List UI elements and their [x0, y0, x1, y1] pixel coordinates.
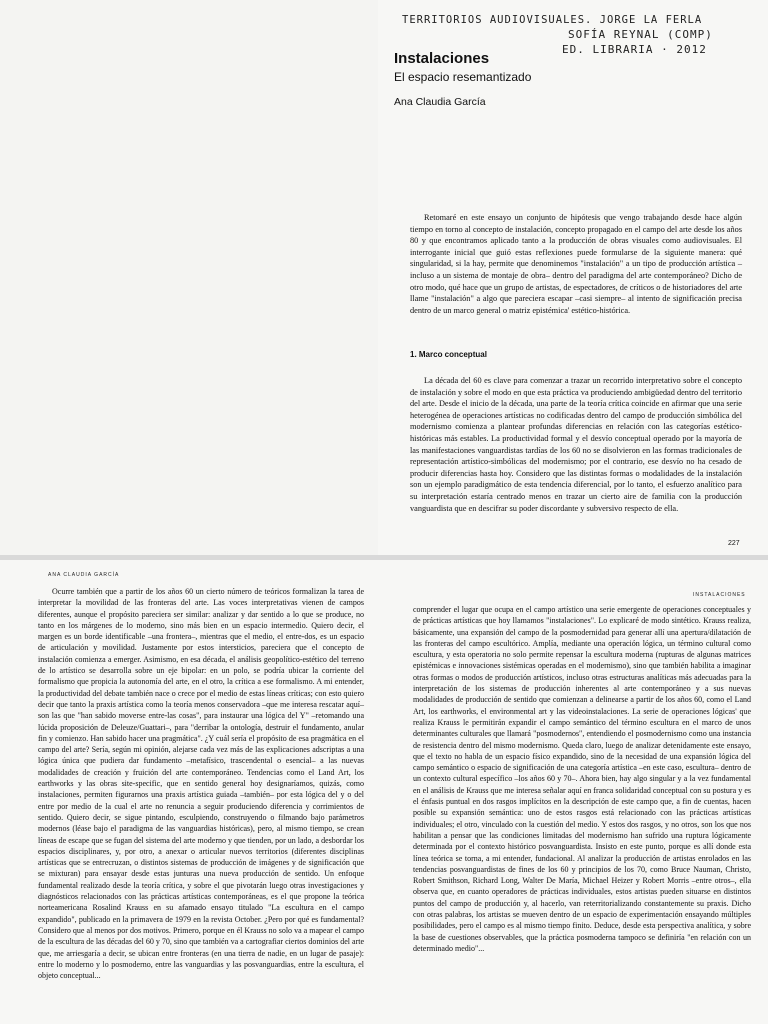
blank-page-left — [0, 0, 378, 555]
handwritten-note-line2: SOFÍA REYNAL (COMP) — [568, 28, 713, 41]
running-head-left: ANA CLAUDIA GARCÍA — [48, 572, 120, 578]
handwritten-note-line3: ED. LIBRARIA · 2012 — [562, 43, 707, 56]
chapter-subtitle: El espacio resemantizado — [394, 70, 532, 84]
chapter-title: Instalaciones — [394, 50, 490, 67]
right-text-page — [395, 560, 768, 1024]
section-heading: 1. Marco conceptual — [410, 350, 487, 359]
right-page-text: comprender el lugar que ocupa en el campo artístico una serie emergente de operaciones conceptuales y de prácticas artísticas que hoy llamamos "instalaciones". Lo explicaré de modo sintético. Krauss realiza, básicamente, una expansión del campo de la posmodernidad para generar allí una apertura/dilatación de las fronteras del campo escultórico. Amplía, mediante una operación lógica, un término cultural como escultura, y esta operatoria no solo permite repensar la escultura moderna (rupturas de algunas matrices epistémicas e innovaciones sistémicas operadas en el modernismo), sino que también habilita a imaginar otras formas o modos de producción artísticos, incluso otras estructuras analíticas más adecuadas para la interpretación de los sistemas de producción inherentes al arte contemporáneo y a sus nuevas modalidades de producción de sentido que comienzan a delinearse a partir de los años 60, como el Land Art, los earthworks, el environmental art y las videoinstalaciones. La serie de operaciones lógicas' que realiza Krauss le permitirán expandir el campo semántico del término escultura en el marco de unos determinantes culturales que llamará "posmodernos", entendiendo el posmodernismo como una instancia de resistencia dentro del mismo modernismo. Queda claro, luego de analizar detenidamente este ensayo, que el texto no habla de un espacio físico expandido, sino de la necesidad de una expansión lógica del campo semántico o espacio de significación de una categoría artística –en este caso, escultura– dentro de un contexto cultural específico –los años 60 y 70–. Ahora bien, hay algo singular y a la vez fundamental en el análisis de Krauss que me interesa señalar aquí en franca solidaridad conceptual con su postura y es el énfasis puntual en dos rasgos implícitos en la descripción de este campo que, a fin de cuentas, hacen posible su expansión semántica: uno de estos rasgos está relacionado con las prácticas artísticas individuales; el otro, vinculado con la cuestión del medio. Y estos dos rasgos, y no otros, son los que nos habilitan a pensar que las condiciones limitadas del modernismo han sufrido una ruptura lógicamente determinada por el contexto histórico posvanguardista. Insisto en este punto, porque es allí donde esta línea teórica se torna, a mi entender, fundacional. Al analizar la producción de artistas enrolados en las tendencias posvanguardistas de fines de los 60 y principios de los 70, como Bruce Nauman, Christo, Robert Smithson, Richard Long, Walter De María, Michael Heizer y Robert Morris –entre otros–, ella observa que, en cuanto operadores de prácticas individuales, estos artistas pueden situarse en distintos puntos del campo de producción y, al hacerlo, van reterritorializando constantemente su praxis. Dicho con otras palabras, los artistas se mueven dentro de un espacio de experimentación ensayando múltiples posibilidades, pero el campo es al mismo tiempo finito. Deduce, desde esta perspectiva analítica, y sobre la base de cuestiones observables, que la práctica posmoderna tampoco se definiría "en relación con un determinado medio"... — [413, 605, 751, 953]
left-page-text: Ocurre también que a partir de los años 60 un cierto número de teóricos formalizan la tarea de interpretar la movilidad de las fronteras del arte. Las voces interpretativas vienen de campos diferentes, aunque el propósito pareciera ser similar: analizar y dar sentido a lo que se produce, no tanto en los márgenes de lo moderno, sino más bien en un espacio intermedio. Quiero decir, el margen es un borde identificable –una frontera–, mientras que el medio, el entre-dos, es un espacio de articulación y movilidad. Justamente por estos intersticios, pareciera que el concepto de instalación comienza a emerger. Asimismo, en esa década, el análisis geopolítico-estético del terreno de lo artístico se desarrolla sobre un eje bipolar: en un polo, se podría ubicar la corriente del formalismo que propicia la autonomía del arte, en el otro, la crítica a ese formalismo. A mi entender, la productividad del debate también nace o crece por el medio de estas líneas críticas; con esto quiero decir que tanto la praxis artística como la teoría menos conservadora –que me interesa rescatar aquí– son las que "han sabido moverse entre-las cosas", para instaurar una lógica del Y" –retomando una lúcida proposición de Deleuze/Guattari–, para "derribar la ontología, destruir el fundamento, anular fin y comienzo. Han sabido hacer una pragmática". ¿Y cuál sería el propósito de esa pragmática en el campo del arte? Sería, según mi opinión, alejarse cada vez más de las explicaciones adscriptas a una lógica única que pudiera dar fundamento –metafísico, trascendental o esencial– a las nuevas modalidades de creación y fruición del arte contemporáneo. Tendencias como el Land Art, los earthworks y las obras site-specific, que en sentido general hoy designaríamos, quizás, como instalaciones, permiten figurarnos una praxis artística guiada –también– por esta lógica del y o del entre por medio de la cual el arte no renuncia a seguir produciendo diferencia y corrimientos de sentido. Quiero decir, se sigue pintando, esculpiendo, construyendo o filmando bajo parámetros modernos (léase bajo el paradigma de las vanguardias históricas), pero, al mismo tiempo, se crean líneas de escape que se fugan del sistema del arte moderno y que tienden, por un lado, a desbordar los espacios disciplinares, y, por otro, a anexar o articular nuevos territorios (diferentes disciplinas artísticas que se entrecruzan, o distintos sistemas de producción de imágenes y de significación que se mixturan) para ensayar desde estas junturas una nueva producción de sentido. Un enfoque fundamental realizado desde la teoría crítica, y sobre el que pivotarán luego otras investigaciones y diagnósticos relacionados con las prácticas artísticas contemporáneas, es el que propone la teórica norteamericana Rosalind Krauss en su afamado ensayo titulado "La escultura en el campo expandido", publicado en la primavera de 1979 en la revista October. ¿Pero por qué es fundamental? Considero que al menos por dos motivos. Primero, porque en él Krauss no solo va a mapear el campo de la escultura de las décadas del 60 y 70, sino que también va a cartografiar ciertos dominios del arte que, me arriesgaría a decir, se ubican entre fronteras (en una tierra de nadie, en un lugar de pasaje): entre lo moderno y lo posmoderno, entre las vanguardias y las posvanguardias, entre la escultura, el objeto conceptual... — [38, 587, 364, 981]
handwritten-note-line1: TERRITORIOS AUDIOVISUALES. JORGE LA FERLA — [402, 14, 703, 26]
running-head-right: INSTALACIONES — [693, 592, 746, 598]
left-text-page — [0, 560, 395, 1024]
intro-paragraph: Retomaré en este ensayo un conjunto de hipótesis que vengo trabajando desde hace algún tiempo en torno al concepto de instalación, concepto propagado en el campo del arte desde los años 80 y que encontramos aplicado tanto a la producción de obras visuales como audiovisuales. El interrogante inicial que guió estas reflexiones puede formularse de la siguiente manera: qué singularidad, si la hay, permite que denominemos "instalación" a un tipo de producción artística –incluso a un sistema de montaje de obra– dentro del paradigma del arte contemporáneo? Dicho de otro modo, qué hace que un grupo de artistas, de espectadores, de críticos o de historiadores del arte llame "instalación" a algo que pareciera escapar –casi siempre– al intento de significación precisa dentro de un marco general o matriz epistémica' estético-histórica. — [410, 213, 742, 315]
chapter-opening-page — [378, 0, 768, 555]
page-number: 227 — [728, 540, 740, 547]
chapter-author: Ana Claudia García — [394, 96, 486, 108]
section-paragraph: La década del 60 es clave para comenzar a trazar un recorrido interpretativo sobre el concepto de instalación y sobre el modo en que esta práctica va produciendo ambigüedad dentro del territorio del arte. Desde el inicio de la década, una parte de la teoría crítica coincide en afirmar que una serie heterogénea de operaciones artísticas no codificadas dentro del campo de producción simbólica del modernismo comienza a plantear profundas diferencias en relación con las categorías estético-históricas más estables. La productividad formal y el desvío conceptual operado por la mayoría de las manifestaciones vanguardistas tardías de los 60 no se disolvieron en las formas tradicionales de representación artístico-simbólicas del modernismo; por el contrario, ese desvío no ha cesado de producir diferencias hasta hoy. Considero que las distintas formas o modalidades de la instalación son un ejemplo paradigmático de esta tendencia diferencial, por lo tanto, el esfuerzo analítico para su interpretación estaría centrado menos en trazar un cierto aire de familia con la producción vanguardista que en descifrar su poder discordante y subversivo respecto de ella. — [410, 376, 742, 513]
